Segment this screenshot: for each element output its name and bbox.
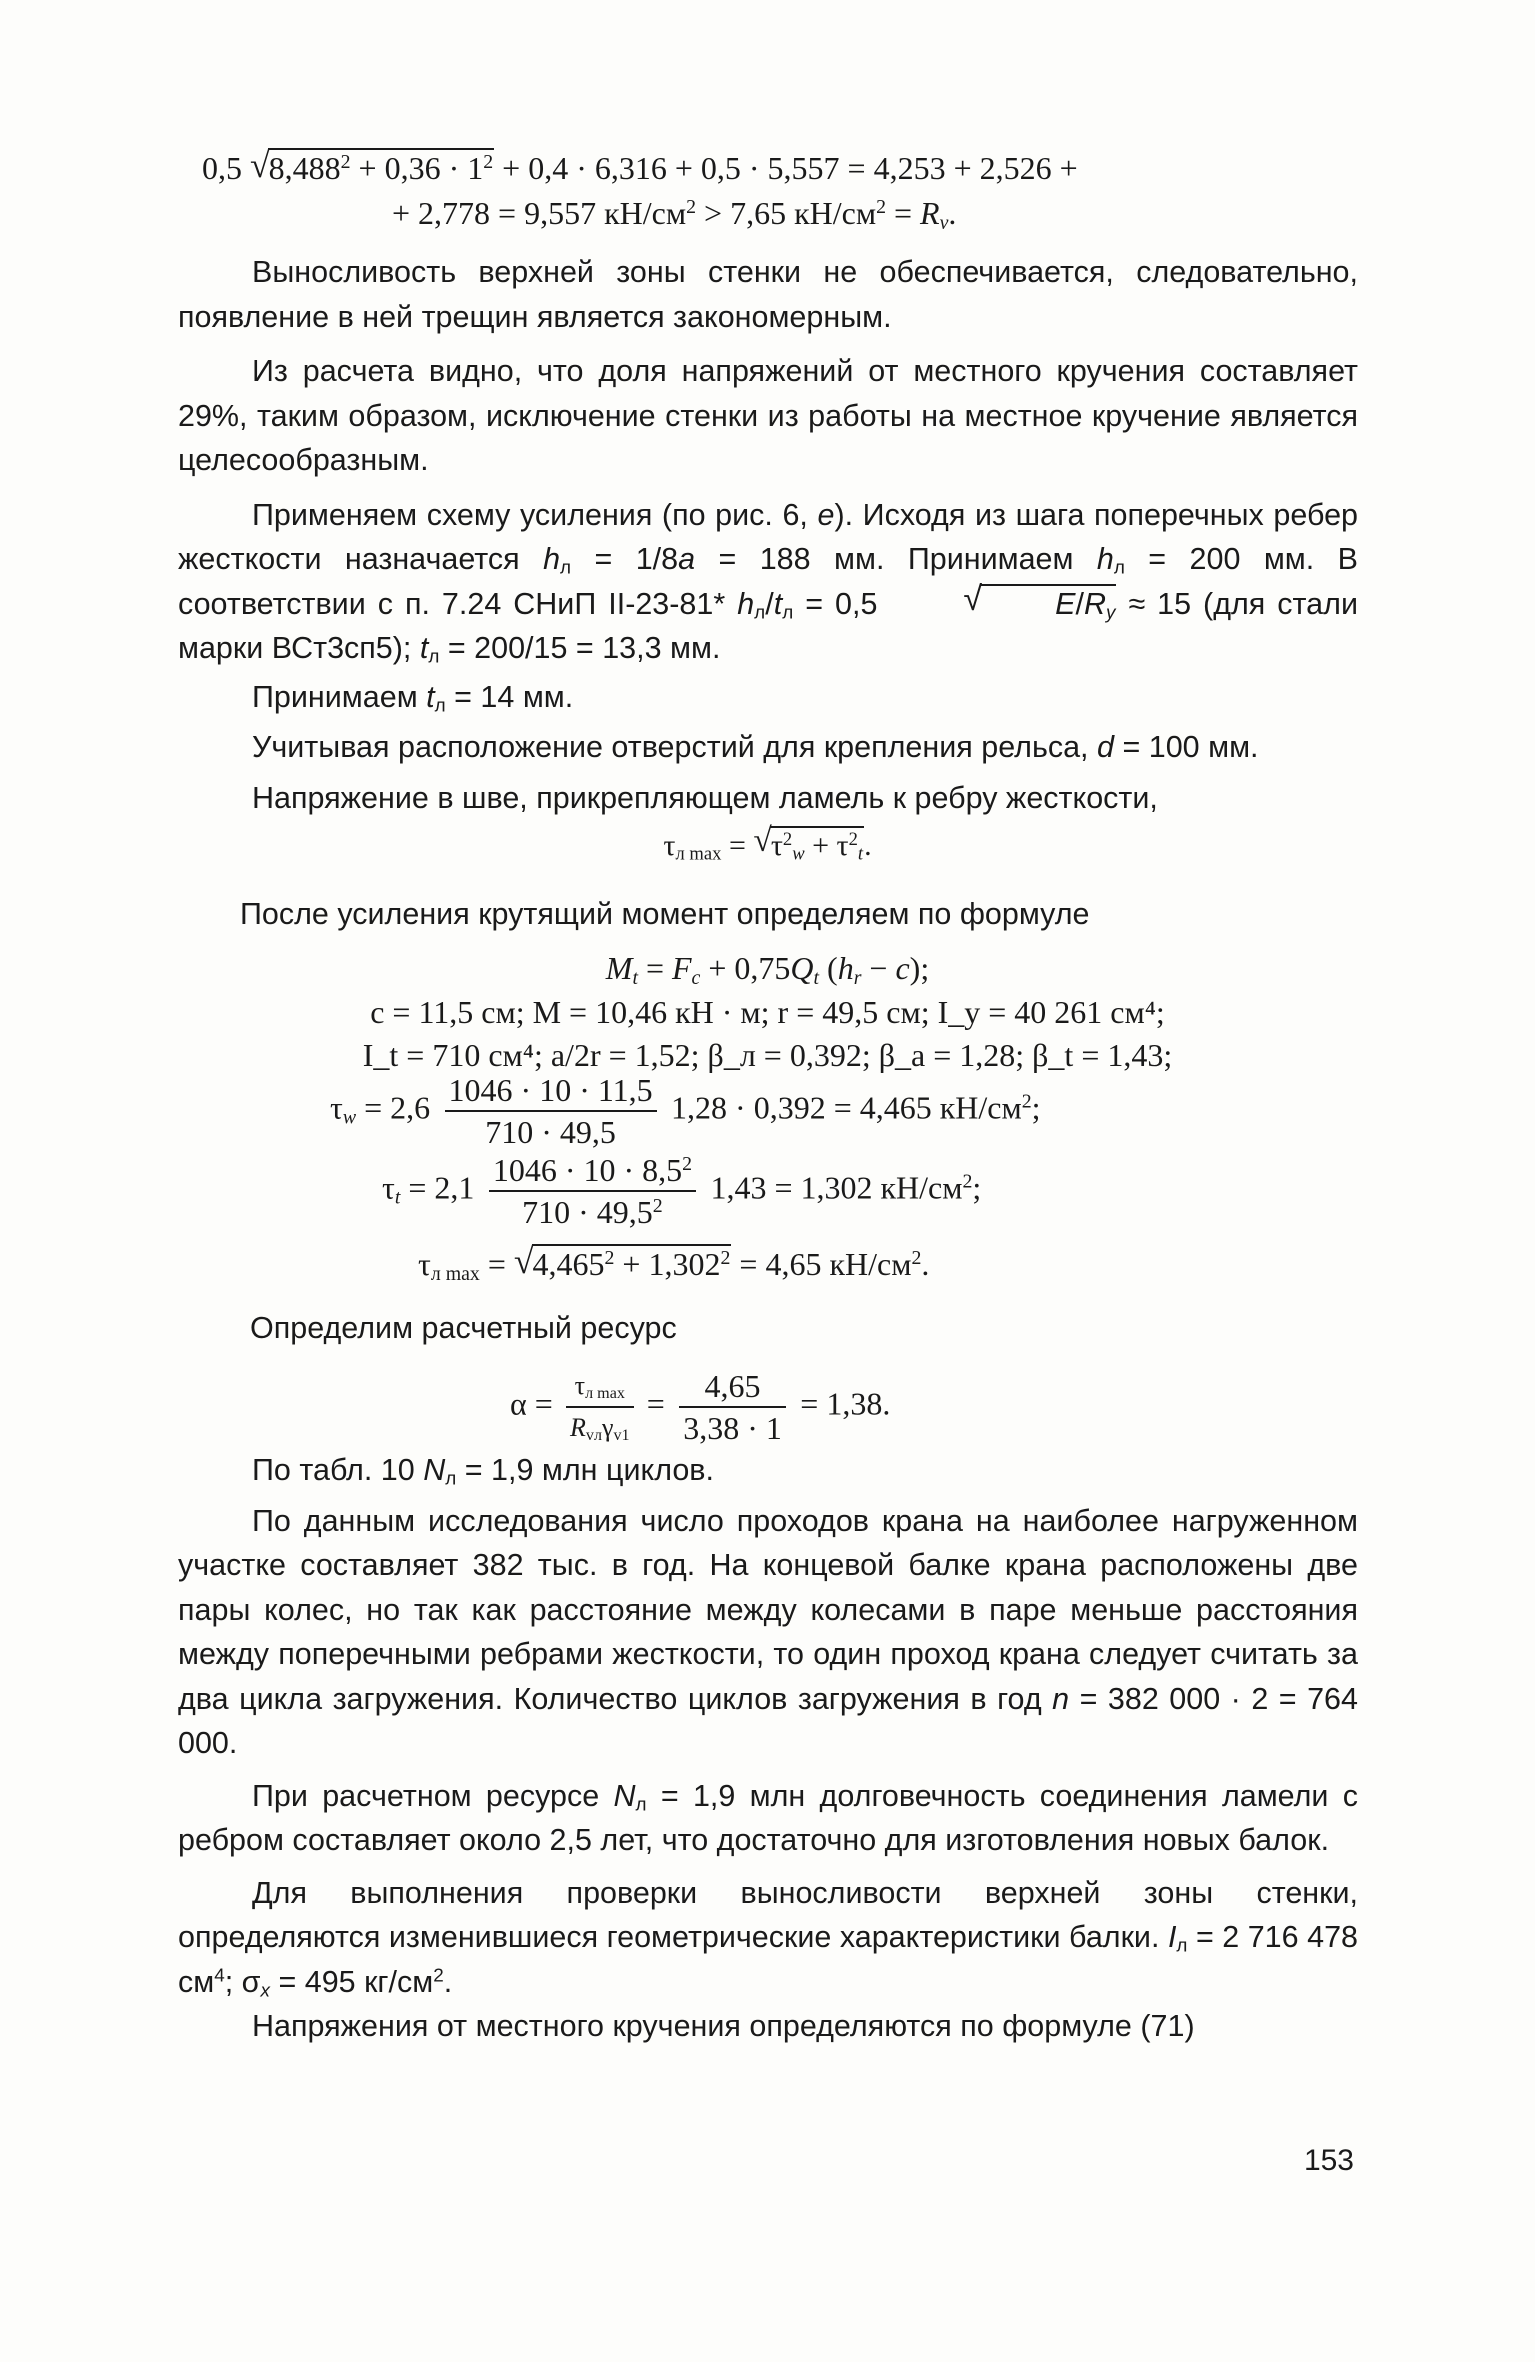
paragraph: Для выполнения проверки выносливости верхней зоны стенки, определяются изменившиеся геометрические характеристики балки. $I_л = 2$ 716 478 $см^4$; $\sigma_x = 495$ $кг/см^2$. (178, 1875, 1358, 2002)
formula-tau-t: $\tau_t = 2,1$ $\frac{1046 \cdot 10 \cdot 8,5^2}{710 \cdot 49,5^2}$ 1,43 = 1,302 $кН/см^2$; (382, 1152, 982, 1230)
paragraph: После усиления крутящий момент определяем по формуле (240, 897, 1090, 931)
formula-tau-max-general: $\tau_{л max}$ = √ $\tau^2_w + \tau^2_t$. (0, 826, 1535, 863)
formula-tau-max-value: $\tau_{л max}$ = √ $4,465^2 + 1,302^2 = 4,65$ $кН/см^2$. (418, 1244, 929, 1283)
sqrt-e-ry: √ $E/R_y$ (889, 582, 1116, 627)
paragraph: Принимаем $t_л = 14$ мм. (252, 679, 574, 717)
formula-torque: $M_t = F_c + 0,75Q_t$ $(h_r - c)$; (605, 950, 930, 989)
formula-params-2: I_t = 710 см⁴; a/2r = 1,52; β_л = 0,392; β_a = 1,28; β_t = 1,43; (362, 1037, 1173, 1073)
paragraph: Учитывая расположение отверстий для крепления рельса, d = 100 мм. (252, 730, 1259, 764)
paragraph: По табл. 10 $N_л = 1,9$ млн циклов. (252, 1453, 714, 1490)
page-number: 153 (1303, 2144, 1354, 2177)
text-block-2 (178, 892, 1358, 937)
formula-tau-w: $\tau_w = 2,6$ $\frac{1046 \cdot 10 \cdot 11,5}{710 \cdot 49,5}$ 1,28 · 0,392 = 4,465 $кН/см^2$; (330, 1072, 1041, 1150)
formula-endurance-check: 0,5 √ $8,488^2 + 0,36 \cdot 1^2 + 0,4 \cdot 6,316 + 0,5 \cdot 5,557 = 4,253 + 2,526$ + (202, 148, 1078, 187)
paragraph: Из расчета видно, что доля напряжений от местного кручения составляет 29%, таким образом, исключение стенки из работы на местное кручение является целесообразным. (178, 354, 1358, 477)
paragraph: Применяем схему усиления (по рис. 6, е). Исходя из шага поперечных ребер жесткости назначается $h_л = 1/8a = 188$ мм. Принимаем $h_л = 200$ мм. В соответствии с п. 7.24 СНиП II-23-81* $h_л/t_л = 0,5$ √ $E/R_y \approx 15$ (для стали марки ВСт3сп5); $t_л = 200/15 = 13,3$ мм. (178, 493, 1358, 671)
formula-endurance-check-line2: + 2,778 = 9,557 $кН/см^2 > 7,65$ $кН/см^2 = R_v$. (392, 195, 957, 234)
paragraph: Напряжение в шве, прикрепляющем ламель к ребру жесткости, (252, 780, 1158, 815)
formula-alpha: α = $\frac{\tau_{л max}}{R_{vл}\gamma_{v1}}$ = $\frac{4,65}{3,38 \cdot 1}$ = 1,38. (510, 1368, 891, 1446)
paragraph: Определим расчетный ресурс (250, 1311, 677, 1345)
paragraph: По данным исследования число проходов крана на наиболее нагруженном участке составляет 382 тыс. в год. На концевой балке крана расположены две пары колес, но так как расстояние между колесами в паре меньше расстояния между поперечными ребрами жесткости, то один проход крана следует считать за два цикла загружения. Количество циклов загружения в год n = 382 000 · 2 = 764 000. (178, 1503, 1358, 1760)
text-block-1 (178, 250, 1358, 820)
sqrt-expression: √ $8,488^2 + 0,36 \cdot 1^2$ (250, 148, 494, 187)
paragraph: Напряжения от местного кручения определяются по формуле (71) (252, 2009, 1195, 2043)
text-block-3 (178, 1306, 1358, 1351)
paragraph: При расчетном ресурсе $N_л = 1,9$ млн долговечность соединения ламели с ребром составляет около 2,5 лет, что достаточно для изготовления новых балок. (178, 1778, 1358, 1857)
text-block-4 (178, 1448, 1358, 2049)
formula-params-1: c = 11,5 см; M = 10,46 кН · м; r = 49,5 см; I_y = 40 261 см⁴; (370, 994, 1165, 1030)
paragraph: Выносливость верхней зоны стенки не обеспечивается, следовательно, появление в ней трещин является закономерным. (178, 255, 1358, 334)
